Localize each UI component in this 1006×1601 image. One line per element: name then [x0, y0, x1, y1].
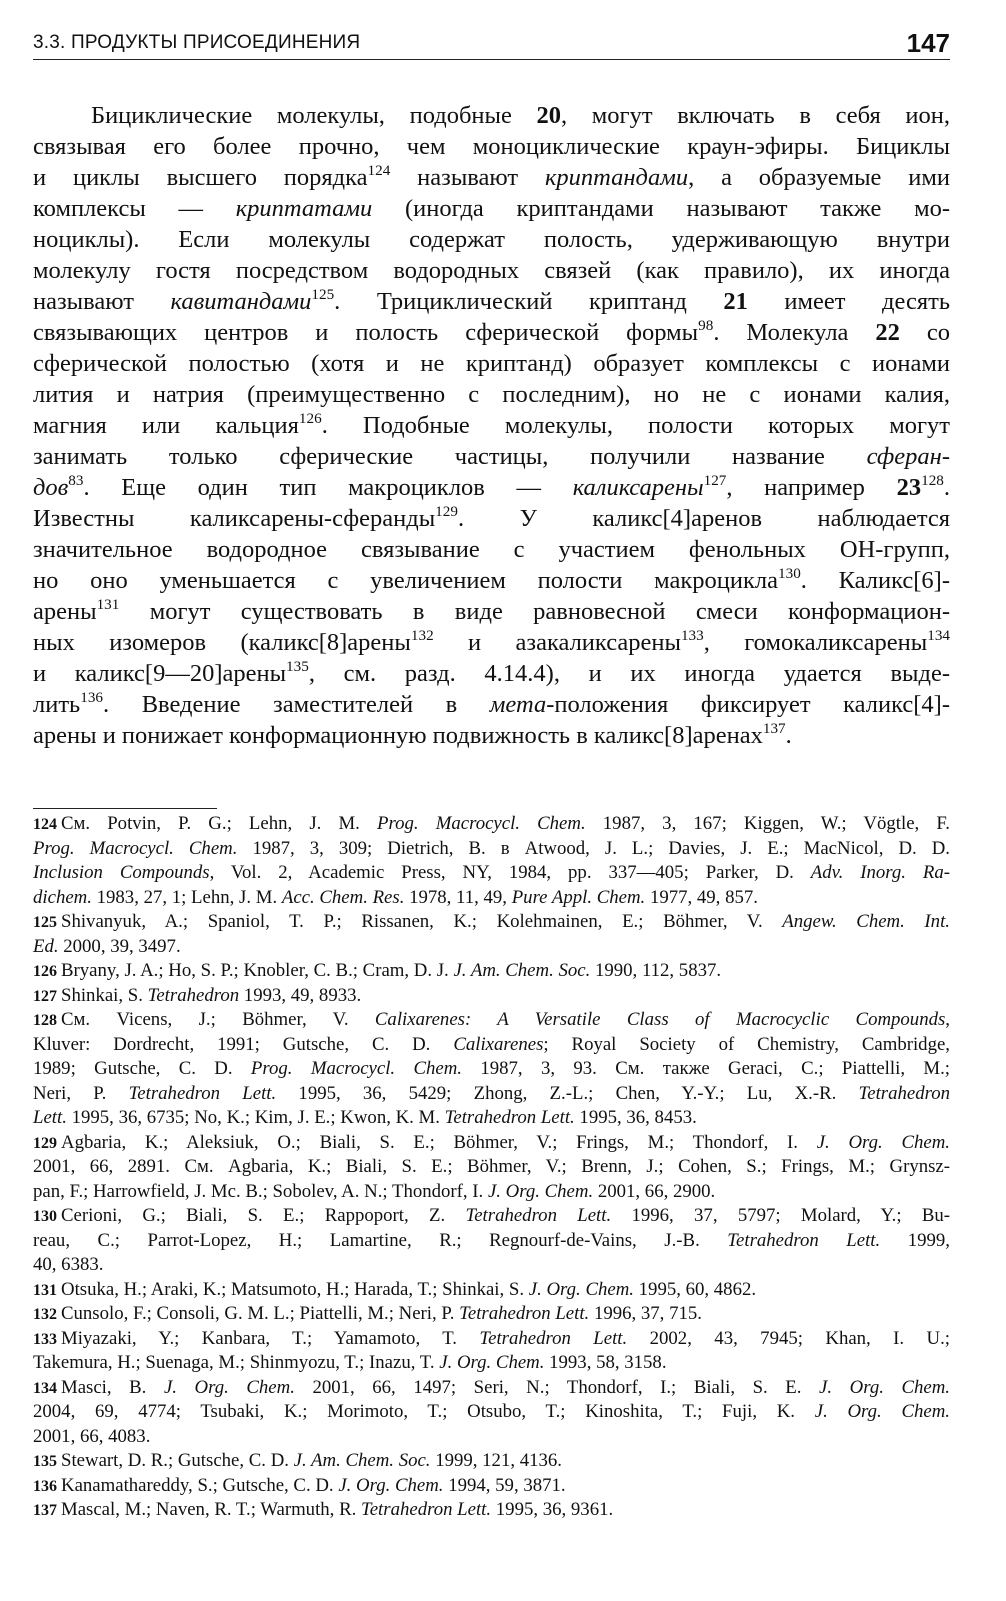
paragraph-line: молекулу гостя посредством водородных связей (как правило), их иногда [33, 257, 950, 284]
paragraph-line: Бициклические молекулы, подобные 20, могут включать в себя ион, [91, 102, 950, 129]
footnotes [33, 812, 950, 1523]
paragraph-line: сферической полостью (хотя и не криптанд) образует комплексы с ионами [33, 350, 950, 377]
paragraph-line: дов$^{83}$. Еще один тип макроциклов — каликсарены$^{127}$, например $23^{128}$. [33, 472, 950, 501]
footnote-line: 131 Otsuka, H.; Araki, K.; Matsumoto, H.; Harada, T.; Shinkai, S. J. Org. Chem. 1995, 60, 4862. [33, 1278, 757, 1300]
main-paragraph [33, 100, 950, 751]
paragraph-line: арены и понижает конформационную подвижность в каликс[8]аренах$^{137}$. [33, 720, 792, 749]
footnote-line: 124 См. Potvin, P. G.; Lehn, J. M. Prog. Macrocycl. Chem. 1987, 3, 167; Kiggen, W.; Vögtle, F. [33, 813, 950, 834]
paragraph-line: связывая его более прочно, чем моноциклические краун-эфиры. Бициклы [33, 133, 950, 160]
footnote-line: reau, C.; Parrot-Lopez, H.; Lamartine, R.; Regnourf-de-Vains, J.-B. Tetrahedron Lett. 1999, [33, 1229, 951, 1251]
paragraph-line: магния или кальция$^{126}$. Подобные молекулы, полости которых могут [33, 410, 950, 439]
footnote-line: 134 Masci, B. J. Org. Chem. 2001, 66, 1497; Seri, N.; Thondorf, I.; Biali, S. E. J. Org. Chem. [33, 1376, 950, 1398]
footnote-line: 127 Shinkai, S. Tetrahedron 1993, 49, 8933. [33, 984, 362, 1006]
paragraph-line: значительное водородное связывание с участием фенольных ОН-групп, [33, 536, 950, 563]
footnote-line: 136 Kanamathareddy, S.; Gutsche, C. D. J. Org. Chem. 1994, 59, 3871. [33, 1474, 566, 1496]
paragraph-line: связывающих центров и полость сферической формы$^{98}$. Молекула 22 со [33, 317, 950, 346]
footnote-line: Neri, P. Tetrahedron Lett. 1995, 36, 5429; Zhong, Z.-L.; Chen, Y.-Y.; Lu, X.-R. Tetrahedron [33, 1082, 951, 1104]
paragraph-line: занимать только сферические частицы, получили название сферан- [33, 443, 950, 470]
footnote-line: dichem. 1983, 27, 1; Lehn, J. M. Acc. Chem. Res. 1978, 11, 49, Pure Appl. Chem. 1977, 49, 857. [33, 886, 758, 908]
paragraph-line: и циклы высшего порядка$^{124}$ называют криптандами, а образуемые ими [33, 162, 950, 191]
footnote-line: 2001, 66, 4083. [33, 1425, 151, 1447]
paragraph-line: арены$^{131}$ могут существовать в виде равновесной смеси конформацион- [33, 596, 950, 625]
section-title: 3.3. ПРОДУКТЫ ПРИСОЕДИНЕНИЯ [33, 32, 361, 53]
footnote-line: 130 Cerioni, G.; Biali, S. E.; Rappoport, Z. Tetrahedron Lett. 1996, 37, 5797; Molard, Y.; Bu- [33, 1205, 951, 1226]
paragraph-line: лить$^{136}$. Введение заместителей в мета-положения фиксирует каликс[4]- [33, 689, 950, 718]
paragraph-line: ноциклы). Если молекулы содержат полость, удерживающую внутри [33, 226, 950, 253]
footnote-line: Kluver: Dordrecht, 1991; Gutsche, C. D. Calixarenes; Royal Society of Chemistry, Cambridge, [33, 1033, 950, 1055]
footnote-line: Prog. Macrocycl. Chem. 1987, 3, 309; Dietrich, B. в Atwood, J. L.; Davies, J. E.; MacNicol, D. D. [33, 837, 950, 859]
paragraph-line: ных изомеров (каликс[8]арены$^{132}$ и азакаликсарены$^{133}$, гомокаликсарены$^{134}$ [33, 627, 950, 656]
footnote-line: 128 См. Vicens, J.; Böhmer, V. Calixarenes: A Versatile Class of Macrocyclic Compounds, [33, 1009, 950, 1030]
footnote-line: 129 Agbaria, K.; Aleksiuk, O.; Biali, S. E.; Böhmer, V.; Frings, M.; Thondorf, I. J. Org. Chem. [33, 1131, 950, 1153]
page-number: 147 [906, 28, 950, 58]
paragraph-line: и каликс[9—20]арены$^{135}$, см. разд. 4.14.4), и их иногда удается выде- [33, 658, 950, 687]
paragraph-line: комплексы — криптатами (иногда криптандами называют также мо- [33, 195, 950, 222]
footnote-divider [33, 808, 217, 809]
footnote-line: 2001, 66, 2891. См. Agbaria, K.; Biali, S. E.; Böhmer, V.; Brenn, J.; Cohen, S.; Frings, M.; Grynsz- [33, 1156, 950, 1177]
paragraph-line: лития и натрия (преимущественно с последним), но не с ионами калия, [33, 381, 950, 408]
footnote-line: 132 Cunsolo, F.; Consoli, G. M. L.; Piattelli, M.; Neri, P. Tetrahedron Lett. 1996, 37, 715. [33, 1303, 702, 1324]
footnote-line: 133 Miyazaki, Y.; Kanbara, T.; Yamamoto, T. Tetrahedron Lett. 2002, 43, 7945; Khan, I. U.; [33, 1327, 950, 1349]
footnote-line: Lett. 1995, 36, 6735; No, K.; Kim, J. E.; Kwon, K. M. Tetrahedron Lett. 1995, 36, 8453. [33, 1107, 697, 1128]
running-header [33, 28, 950, 60]
footnote-line: 40, 6383. [33, 1254, 104, 1275]
footnote-line: 1989; Gutsche, C. D. Prog. Macrocycl. Chem. 1987, 3, 93. См. также Geraci, C.; Piattelli, M.; [33, 1058, 950, 1079]
footnote-line: 2004, 69, 4774; Tsubaki, K.; Morimoto, T.; Otsubo, T.; Kinoshita, T.; Fuji, K. J. Org. Chem. [33, 1401, 950, 1422]
footnote-line: 126 Bryany, J. A.; Ho, S. P.; Knobler, C. B.; Cram, D. J. J. Am. Chem. Soc. 1990, 112, 5837. [33, 960, 722, 981]
footnote-line: 137 Mascal, M.; Naven, R. T.; Warmuth, R. Tetrahedron Lett. 1995, 36, 9361. [33, 1499, 614, 1520]
footnote-line: 125 Shivanyuk, A.; Spaniol, T. P.; Rissanen, K.; Kolehmainen, E.; Böhmer, V. Angew. Chem. Int. [33, 911, 950, 932]
footnote-line: Ed. 2000, 39, 3497. [33, 935, 181, 957]
footnote-line: Inclusion Compounds, Vol. 2, Academic Press, NY, 1984, pp. 337—405; Parker, D. Adv. Inorg. Ra- [33, 862, 950, 883]
paragraph-line: Известны каликсарены-сферанды$^{129}$. У каликс[4]аренов наблюдается [33, 503, 950, 532]
footnote-line: Takemura, H.; Suenaga, M.; Shinmyozu, T.; Inazu, T. J. Org. Chem. 1993, 58, 3158. [33, 1352, 667, 1373]
header-divider [33, 59, 950, 60]
footnote-line: pan, F.; Harrowfield, J. Mc. B.; Sobolev, A. N.; Thondorf, I. J. Org. Chem. 2001, 66, 2900. [33, 1180, 716, 1202]
footnote-line: 135 Stewart, D. R.; Gutsche, C. D. J. Am. Chem. Soc. 1999, 121, 4136. [33, 1450, 562, 1471]
paragraph-line: но оно уменьшается с увеличением полости макроцикла$^{130}$. Каликс[6]- [33, 565, 950, 594]
paragraph-line: называют кавитандами$^{125}$. Трициклический криптанд 21 имеет десять [33, 286, 950, 315]
